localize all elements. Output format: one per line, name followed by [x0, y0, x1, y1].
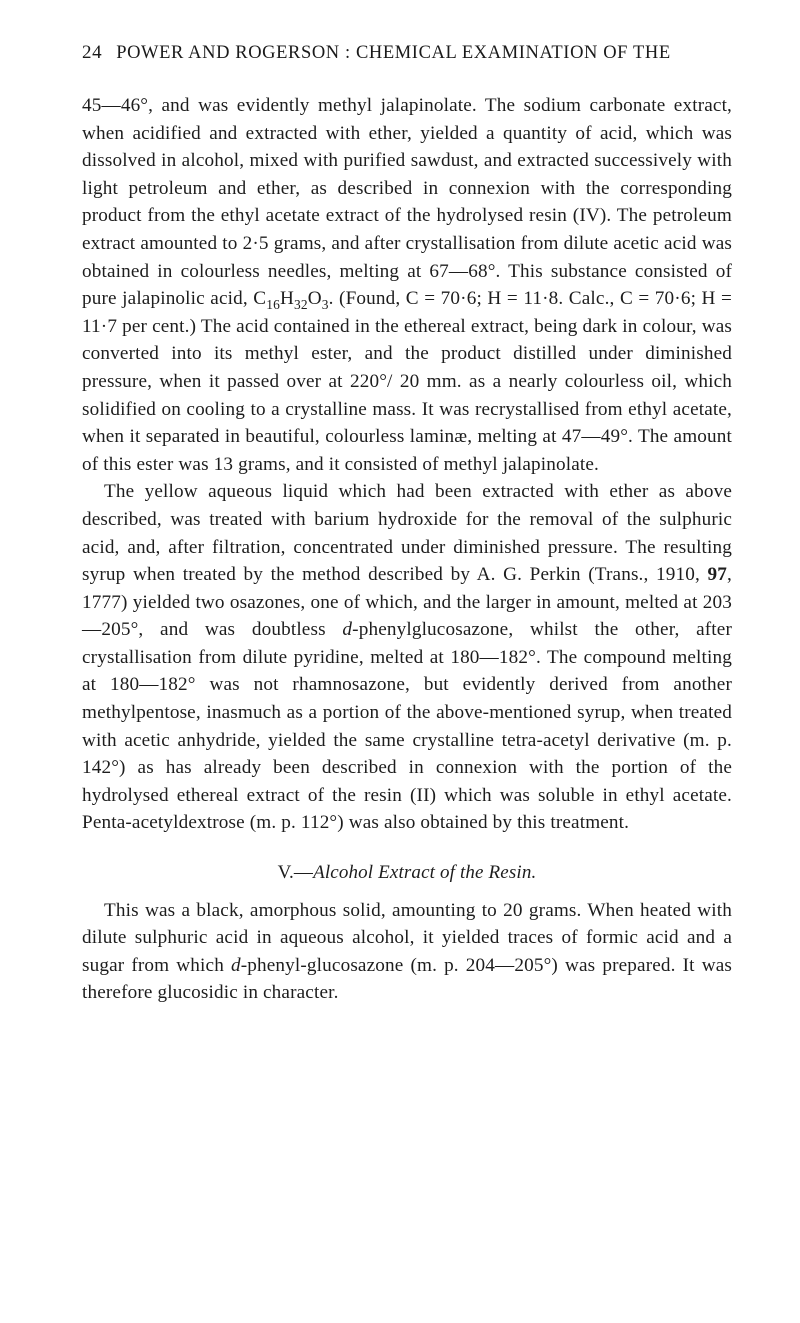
paragraph-alcohol-extract: This was a black, amorphous solid, amounting to 20 grams. When heated with dilute sulphuric acid in aqueous alcohol, it yielded traces of formic acid and a sugar from which d-phenyl-glucosazone (m. p. 204—205°) was prepared. It was therefore glucosidic in character. [82, 899, 732, 1004]
section-title: Alcohol Extract of the Resin. [313, 862, 537, 884]
body-text [82, 92, 732, 1007]
paragraph-osazones: The yellow aqueous liquid which had been extracted with ether as above described, was treated with barium hydroxide for the removal of the sulphuric acid, and, after filtration, concentrated under diminished pressure. The resulting syrup when treated by the method described by A. G. Perkin (Trans., 1910, 97, 1777) yielded two osazones, one of which, and the larger in amount, melted at 203—205°, and was doubtless d-phenylglucosazone, whilst the other, after crystallisation from dilute pyridine, melted at 180—182°. The compound melting at 180—182° was not rhamnosazone, but evidently derived from another methylpentose, inasmuch as a portion of the above-mentioned syrup, when treated with acetic anhydride, yielded the same crystalline tetra-acetyl derivative (m. p. 142°) as has already been described in connexion with the portion of the hydrolysed ethereal extract of the resin (II) which was soluble in ethyl acetate. Penta-acetyldextrose (m. p. 112°) was also obtained by this treatment. [82, 481, 732, 834]
running-title: POWER AND ROGERSON : CHEMICAL EXAMINATION OF THE [116, 43, 671, 63]
paragraph-1-text-a: 45—46°, and was evidently methyl jalapinolate. The sodium carbonate extract, when acidified and extracted with ether, yielded a quantity of acid, which was dissolved in alcohol, mixed with purified sawdust, and extracted successively with light petroleum and ether, as described in connexion with the corresponding product from the ethyl acetate extract of the hydrolysed resin (IV). The petroleum extract amounted to 2·5 grams, and after crystallisation from dilute acetic acid was obtained in colourless needles, melting at 67—68°. This substance consisted of pure jalapinolic acid, [82, 95, 732, 310]
paragraph-continuation [82, 92, 732, 478]
d-prefix: d [230, 954, 241, 976]
formula-jalapinolic-acid: $C_{16}H_{32}O_3$ [253, 288, 329, 312]
section-numeral: V.— [277, 862, 314, 884]
journal-volume: 97 [707, 564, 728, 586]
section-heading [82, 859, 732, 887]
paragraph-1-text-b: . (Found, C = 70·6; H = 11·8. Calc., C = 70·6; H = 11·7 per cent.) The acid contained in the ethereal extract, being dark in colour, was converted into its methyl ester, and the product distilled under diminished pressure, when it passed over at 220°/ 20 mm. as a nearly colourless oil, which solidified on cooling to a crystalline mass. It was recrystallised from ethyl acetate, when it separated in beautiful, colourless laminæ, melting at 47—49°. The amount of this ester was 13 grams, and it consisted of methyl jalapinolate. [82, 288, 732, 475]
running-head [82, 42, 732, 64]
page-number: 24 [82, 42, 103, 63]
d-prefix: d [342, 619, 353, 641]
